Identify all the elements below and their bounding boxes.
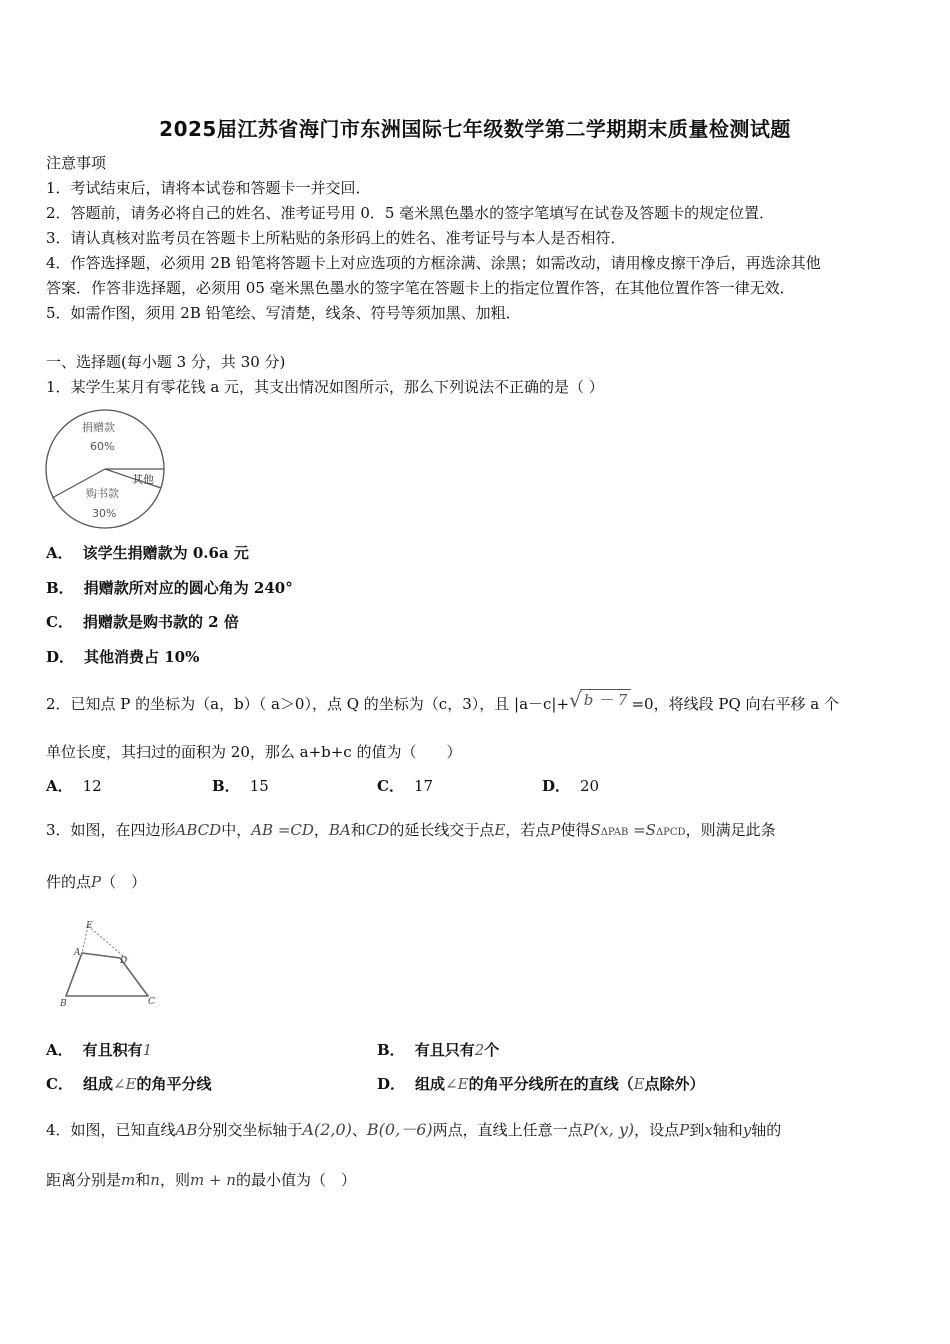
- option-text: 点除外）: [644, 1075, 705, 1093]
- q2-radicand: b － 7: [580, 689, 632, 710]
- option-text: 有且积有: [82, 1041, 143, 1059]
- q2-option-a[interactable]: [46, 776, 102, 796]
- option-text: 个: [484, 1041, 500, 1059]
- notice-heading: 注意事项: [46, 154, 107, 172]
- q3-math: ABCD: [175, 821, 222, 839]
- option-text: 的角平分线: [136, 1075, 212, 1093]
- q3-math: BA: [328, 821, 351, 839]
- label-e: E: [86, 921, 93, 931]
- q2-text-2: =0，将线段 PQ 向右平移 a 个: [631, 695, 840, 713]
- option-label: A．: [46, 777, 73, 795]
- q3-text: ，若点: [505, 821, 551, 839]
- question-2-stem: [46, 688, 840, 714]
- q1-pie-figure: [44, 407, 168, 533]
- q4-text: 轴和: [712, 1121, 743, 1139]
- q2-option-b[interactable]: [212, 776, 269, 796]
- question-3-line2: [46, 872, 146, 892]
- q3-eq: =: [633, 821, 646, 839]
- q4-text: ，设点: [634, 1121, 680, 1139]
- question-1-stem: 1．某学生某月有零花钱 a 元，其支出情况如图所示，那么下列说法不正确的是（ ）: [46, 378, 604, 396]
- option-label: C．: [46, 613, 73, 631]
- question-2-line2: 单位长度，其扫过的面积为 20，那么 a+b+c 的值为（ ）: [46, 743, 462, 761]
- sqrt-icon: √: [569, 688, 582, 712]
- option-label: A．: [46, 544, 73, 562]
- q4-text: 轴的: [751, 1121, 782, 1139]
- pie-label-other: 其他: [132, 473, 154, 486]
- pie-label-books: 购书款: [86, 487, 119, 500]
- q3-option-d[interactable]: [377, 1074, 705, 1094]
- notice-item: 2．答题前，请务必将自己的姓名、准考证号用 0．5 毫米黑色墨水的签字笔填写在试卷及答题卡的规定位置．: [46, 204, 775, 222]
- q3-text: （ ）: [101, 873, 147, 891]
- q1-option-b[interactable]: [46, 578, 293, 598]
- q4-math: P: [679, 1121, 690, 1139]
- option-text: 20: [580, 777, 600, 795]
- question-4-line2: [46, 1170, 356, 1190]
- label-c: C: [148, 997, 155, 1007]
- q4-text: 4．如图，已知直线: [46, 1121, 176, 1139]
- question-3-stem: [46, 820, 776, 843]
- q4-math: AB: [175, 1121, 198, 1139]
- q4-math: B(0,－6): [366, 1120, 433, 1139]
- q3-text: 和: [350, 821, 366, 839]
- q4-text: 分别交坐标轴于: [197, 1121, 303, 1139]
- question-4-stem: [46, 1120, 781, 1140]
- pie-label-donation: 捐赠款: [82, 421, 115, 434]
- pie-pct-donation: 60%: [90, 440, 115, 453]
- q4-text: 两点，直线上任意一点: [432, 1121, 583, 1139]
- page-title: 2025届江苏省海门市东洲国际七年级数学第二学期期末质量检测试题: [159, 117, 791, 141]
- option-label: C．: [377, 777, 404, 795]
- option-text: 该学生捐赠款为 0.6a 元: [82, 544, 249, 562]
- option-math: ∠E: [445, 1075, 469, 1093]
- q4-text: 、: [351, 1121, 367, 1139]
- option-label: A．: [46, 1041, 73, 1059]
- option-label: B．: [377, 1041, 405, 1059]
- option-text: 有且只有: [414, 1041, 475, 1059]
- option-math: 2: [474, 1041, 485, 1059]
- q3-text: 使得: [560, 821, 591, 839]
- option-text: 其他消费占 10%: [84, 648, 200, 666]
- section-heading: 一、选择题(每小题 3 分，共 30 分): [46, 353, 286, 371]
- q3-s2: S: [645, 821, 656, 839]
- q3-text: ，则满足此条: [685, 821, 776, 839]
- q4-math: m + n: [189, 1171, 236, 1189]
- notice-item: 1．考试结束后，请将本试卷和答题卡一并交回．: [46, 179, 371, 197]
- option-label: D．: [377, 1075, 406, 1093]
- option-label: C．: [46, 1075, 73, 1093]
- q3-text: 中，: [221, 821, 252, 839]
- q3-s1: S: [590, 821, 601, 839]
- q4-math: y: [742, 1121, 752, 1139]
- option-text: 捐赠款所对应的圆心角为 240°: [83, 579, 293, 597]
- quadrilateral-abcd: [66, 953, 148, 996]
- q4-math: n: [150, 1171, 160, 1189]
- q3-math: AB =CD: [251, 821, 314, 839]
- q4-math: P(x, y): [582, 1120, 635, 1139]
- option-math: ∠E: [112, 1075, 137, 1093]
- label-d: D: [120, 956, 128, 966]
- q3-s2-sub: ΔPCD: [655, 827, 686, 838]
- q3-option-b[interactable]: [377, 1040, 499, 1060]
- option-text: 17: [413, 777, 434, 795]
- q1-option-d[interactable]: [46, 647, 199, 667]
- q4-text: ，则: [159, 1171, 190, 1189]
- q3-option-a[interactable]: [46, 1040, 152, 1060]
- option-text: 捐赠款是购书款的 2 倍: [82, 613, 239, 631]
- q4-math: A(2,0): [302, 1120, 352, 1139]
- q2-text-1: 2．已知点 P 的坐标为（a，b）（ a＞0），点 Q 的坐标为（c，3），且 |a－c|+: [46, 695, 570, 713]
- option-text: 组成: [415, 1075, 446, 1093]
- q2-option-d[interactable]: [542, 776, 599, 796]
- q1-option-c[interactable]: [46, 612, 239, 632]
- option-math: E: [633, 1075, 645, 1093]
- q3-text: 的延长线交于点: [389, 821, 495, 839]
- q3-math: P: [91, 873, 102, 891]
- q4-text: 距离分别是: [46, 1171, 122, 1189]
- notice-item: 5．如需作图，须用 2B 铅笔绘、写清楚，线条、符号等须加黑、加粗．: [46, 304, 521, 322]
- q3-math: P: [550, 821, 561, 839]
- q3-math: E: [494, 821, 506, 839]
- label-a: A: [74, 948, 81, 958]
- q1-option-a[interactable]: [46, 543, 249, 563]
- pie-pct-books: 30%: [92, 507, 117, 520]
- option-text: 组成: [82, 1075, 113, 1093]
- q3-text: ，: [313, 821, 329, 839]
- option-text: 12: [82, 777, 102, 795]
- q4-math: m: [121, 1171, 136, 1189]
- label-b: B: [60, 999, 67, 1008]
- option-label: B．: [46, 579, 74, 597]
- notice-item: 3．请认真核对监考员在答题卡上所粘贴的条形码上的姓名、准考证号与本人是否相符．: [46, 229, 626, 247]
- option-text: 的角平分线所在的直线（: [468, 1075, 634, 1093]
- q3-s1-sub: ΔPAB: [600, 827, 629, 838]
- option-label: B．: [212, 777, 240, 795]
- q3-text: 3．如图，在四边形: [46, 821, 176, 839]
- q3-option-c[interactable]: [46, 1074, 212, 1094]
- notice-item: 答案．作答非选择题，必须用 05 毫米黑色墨水的签字笔在答题卡上的指定位置作答，在其他位置作答一律无效．: [46, 279, 795, 297]
- q3-text: 件的点: [46, 873, 92, 891]
- q3-area-expr: [590, 821, 685, 839]
- option-label: D．: [46, 648, 75, 666]
- q2-option-c[interactable]: [377, 776, 433, 796]
- q4-text: 的最小值为（ ）: [235, 1171, 356, 1189]
- notice-item: 4．作答选择题，必须用 2B 铅笔将答题卡上对应选项的方框涂满、涂黑；如需改动，请用橡皮擦干净后，再选涂其他: [46, 254, 821, 272]
- q4-text: 到: [689, 1121, 705, 1139]
- option-text: 15: [249, 777, 269, 795]
- q4-text: 和: [135, 1171, 151, 1189]
- option-math: 1: [142, 1041, 153, 1059]
- q3-quadrilateral-figure: [58, 918, 162, 1008]
- q4-math: x: [704, 1121, 713, 1139]
- q3-math: CD: [365, 821, 390, 839]
- option-label: D．: [542, 777, 571, 795]
